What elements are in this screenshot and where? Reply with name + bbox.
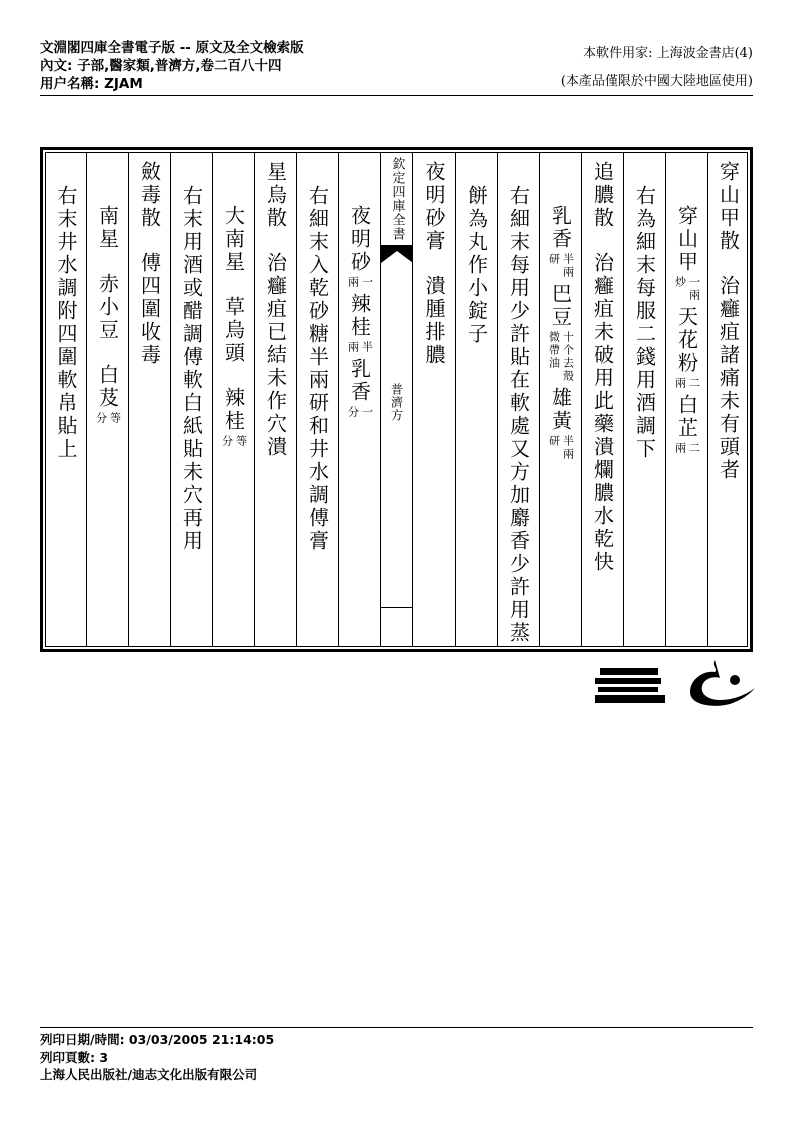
header-info xyxy=(40,39,304,93)
column-text: 乳香 xyxy=(548,205,573,251)
text-column xyxy=(623,153,665,646)
annotation-line: 十个去殼 xyxy=(561,331,575,383)
column-text: 右末用酒或醋調傅軟白紙貼未穴再用 xyxy=(179,185,204,553)
center-strip xyxy=(380,153,412,646)
print-datetime: 列印日期/時間: 03/03/2005 21:14:05 xyxy=(40,1032,275,1047)
text-column xyxy=(296,153,338,646)
footer-info xyxy=(40,1031,274,1084)
collection-title: 欽定四庫全書 xyxy=(389,157,405,241)
print-pages: 列印頁數: 3 xyxy=(40,1049,109,1065)
text-column xyxy=(412,153,455,646)
column-text: 治癰疽未破用此藥潰爛膿水乾快 xyxy=(590,252,615,574)
text-column xyxy=(254,153,296,646)
text-column xyxy=(539,153,581,646)
annotation-line: 兩 xyxy=(673,377,687,390)
text-column xyxy=(128,153,170,646)
annotation-line: 一 xyxy=(360,406,374,419)
publisher-logo xyxy=(595,660,760,714)
annotation-line: 一 xyxy=(360,276,374,289)
column-text: 斂毒散 xyxy=(137,161,162,230)
column-text: 治癰疽諸痛未有頭者 xyxy=(716,275,741,482)
column-text: 潰腫排膿 xyxy=(422,275,446,367)
column-text: 雄黃 xyxy=(548,387,573,433)
column-text: 夜明砂膏 xyxy=(422,161,446,253)
text-column xyxy=(46,153,86,646)
column-text: 右為細末每服二錢用酒調下 xyxy=(632,185,657,461)
page-frame xyxy=(40,147,753,652)
annotation-line: 研 xyxy=(547,253,561,266)
annotation-line: 一兩 xyxy=(687,276,701,302)
column-text: 草烏頭 xyxy=(221,296,246,365)
footer-divider xyxy=(40,1027,753,1028)
publisher: 上海人民出版社/迪志文化出版有限公司 xyxy=(40,1067,258,1082)
column-text: 餅為丸作小錠子 xyxy=(464,185,489,346)
annotation-line: 分 xyxy=(346,406,360,419)
column-text: 星烏散 xyxy=(263,161,288,230)
text-columns xyxy=(45,152,748,647)
column-text: 赤小豆 xyxy=(95,273,120,342)
column-text: 辣桂 xyxy=(221,387,246,433)
annotation-line: 炒 xyxy=(673,276,687,289)
column-text: 南星 xyxy=(95,205,120,251)
annotation-line: 研 xyxy=(547,435,561,448)
annotation-line: 半兩 xyxy=(561,253,575,279)
column-text: 白芷 xyxy=(674,394,699,440)
annotation xyxy=(347,406,373,419)
text-column xyxy=(338,153,380,646)
annotation-line: 半 xyxy=(360,341,374,354)
text-column xyxy=(455,153,497,646)
annotation xyxy=(221,435,247,448)
annotation xyxy=(674,276,700,302)
fishtail-mark xyxy=(381,245,412,263)
annotation xyxy=(674,442,700,455)
annotation-line: 二 xyxy=(687,377,701,390)
column-text: 乳香 xyxy=(347,358,372,404)
column-text: 傅四圍收毒 xyxy=(137,252,162,367)
annotation xyxy=(548,331,574,383)
annotation xyxy=(347,276,373,289)
column-text: 穿山甲 xyxy=(674,205,699,274)
column-text: 夜明砂 xyxy=(347,205,372,274)
annotation xyxy=(548,435,574,461)
region-notice: (本產品僅限於中國大陸地區使用) xyxy=(560,74,753,89)
annotation-line: 等 xyxy=(234,435,248,448)
username: 用户名稱: ZJAM xyxy=(40,76,143,92)
strip-divider xyxy=(381,607,412,608)
column-text: 右細末入乾砂糖半兩研和井水調傅膏 xyxy=(305,185,330,553)
annotation xyxy=(548,253,574,279)
text-column xyxy=(497,153,539,646)
text-column xyxy=(86,153,128,646)
annotation xyxy=(674,377,700,390)
header-divider xyxy=(40,95,753,96)
annotation-line: 兩 xyxy=(346,341,360,354)
text-column xyxy=(581,153,623,646)
annotation-line: 兩 xyxy=(346,276,360,289)
annotation-line: 兩 xyxy=(673,442,687,455)
annotation-line: 等 xyxy=(108,412,122,425)
text-column xyxy=(170,153,212,646)
annotation-line: 微帶油 xyxy=(547,331,561,370)
text-column xyxy=(665,153,707,646)
annotation-line: 分 xyxy=(220,435,234,448)
annotation-line: 二 xyxy=(687,442,701,455)
column-text: 大南星 xyxy=(221,205,246,274)
column-text: 巴豆 xyxy=(548,283,573,329)
text-column xyxy=(707,153,749,646)
annotation-line: 分 xyxy=(94,412,108,425)
text-column xyxy=(212,153,254,646)
annotation xyxy=(347,341,373,354)
column-text: 追膿散 xyxy=(590,161,615,230)
annotation xyxy=(95,412,121,425)
column-text: 右末井水調附四圍軟帛貼上 xyxy=(54,185,78,461)
content-path: 內文: 子部,醫家類,普濟方,卷二百八十四 xyxy=(40,58,282,74)
column-text: 右細末每用少許貼在軟處又方加麝香少許用蒸 xyxy=(506,185,531,645)
annotation-line: 半兩 xyxy=(561,435,575,461)
licensee: 本軟件用家: 上海波金書店(4) xyxy=(583,46,753,61)
column-text: 天花粉 xyxy=(674,306,699,375)
column-text: 白芨 xyxy=(95,364,120,410)
column-text: 治癰疽已結未作穴潰 xyxy=(263,252,288,459)
column-text: 穿山甲散 xyxy=(716,161,741,253)
product-title: 文淵閣四庫全書電子版 -- 原文及全文檢索版 xyxy=(40,40,304,56)
book-title: 普濟方 xyxy=(389,383,404,422)
column-text: 辣桂 xyxy=(347,293,372,339)
